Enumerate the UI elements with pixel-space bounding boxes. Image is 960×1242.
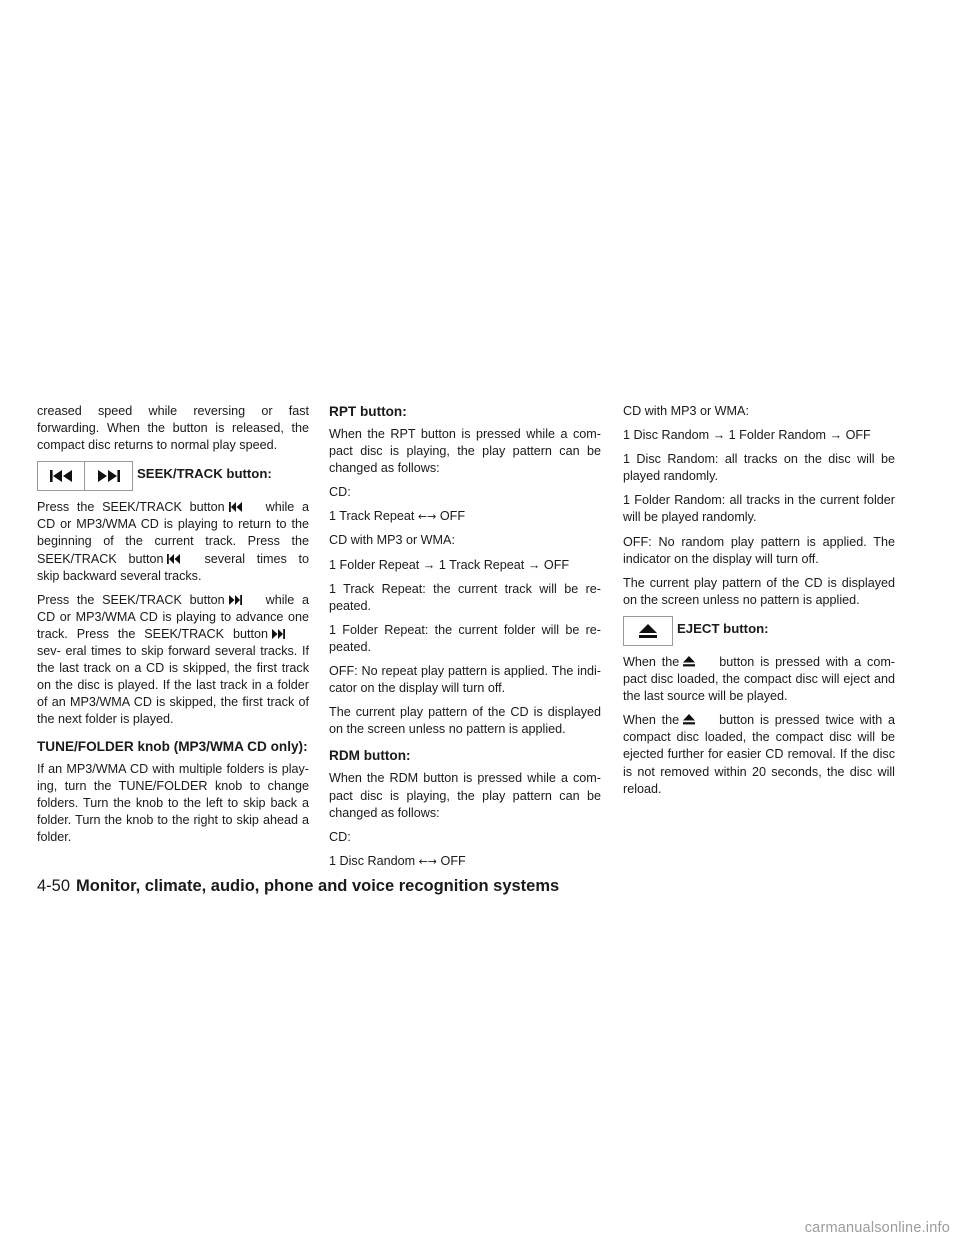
sequence-line: 1 Folder Repeat → 1 Track Repeat → OFF (329, 557, 570, 572)
seek-back-icon (49, 470, 73, 482)
text-run: while a CD or MP3/WMA CD is playing to return to the beginning of the current track. Press the SEEK/TRACK button (37, 500, 309, 566)
bidirectional-arrow-icon: ←→ (417, 510, 437, 524)
paragraph: OFF: No random play pattern is applied. The indicator on the display will turn off. (623, 534, 895, 566)
text-run: 1 Disc Random (329, 853, 416, 868)
paragraph (623, 654, 895, 705)
seek-back-icon (167, 554, 180, 564)
text-run: button is pressed twice with a compact disc loaded, the compact disc will be ejected further for easier CD removal. If the disc is not removed within 20 seconds, the disc will reload. (623, 713, 895, 796)
paragraph: 1 Disc Random: all tracks on the disc will be played randomly. (623, 452, 895, 484)
paragraph: creased speed while reversing or fast forwarding. When the button is released, the compact disc returns to normal play speed. (37, 404, 309, 453)
section-heading: RPT button: (329, 404, 407, 419)
seek-button-illustration (37, 461, 133, 491)
text-run: When the (623, 713, 680, 728)
eject-button-illustration (623, 616, 673, 646)
paragraph: CD: (329, 829, 351, 844)
text-run: sev- eral times to skip forward several tracks. If the last track on a CD is skipped, the first track on the disc is played. If the last track in a folder of an MP3/WMA CD is skipped, the first track of the next folder is played. (37, 644, 309, 727)
chapter-title: Monitor, climate, audio, phone and voice recognition systems (76, 877, 560, 895)
section-heading: TUNE/FOLDER knob (MP3/WMA CD only): (37, 738, 308, 754)
paragraph: When the RPT button is pressed while a com- pact disc is playing, the play pattern can be changed as follows: (329, 427, 601, 476)
seek-forward-icon (272, 629, 285, 639)
seek-forward-icon (97, 470, 121, 482)
column-2 (329, 403, 601, 877)
seek-forward-icon (229, 595, 242, 605)
text-run: OFF (439, 509, 466, 524)
eject-heading (623, 616, 895, 646)
bidirectional-arrow-icon: ←→ (418, 854, 438, 868)
paragraph: The current play pattern of the CD is displayed on the screen unless no pattern is applied. (623, 575, 895, 607)
paragraph: OFF: No repeat play pattern is applied. The indi- cator on the display will turn off. (329, 664, 601, 696)
page-number: 4-50 (37, 877, 71, 895)
section-heading: EJECT button: (677, 620, 769, 636)
seek-back-icon (229, 502, 242, 512)
text-run: Press the SEEK/TRACK button (37, 592, 225, 607)
eject-icon (683, 656, 695, 667)
text-run: several times to skip backward several tracks. (37, 551, 309, 583)
paragraph: CD: (329, 485, 351, 500)
text-run: 1 Track Repeat (329, 509, 415, 524)
seek-forward-button-illustration (85, 461, 133, 491)
paragraph: When the RDM button is pressed while a com- pact disc is playing, the play pattern can be changed as follows: (329, 771, 601, 820)
seek-back-button-illustration (37, 461, 85, 491)
eject-icon (639, 624, 657, 638)
paragraph: 1 Folder Repeat: the current folder will be re- peated. (329, 622, 601, 654)
column-3 (623, 403, 895, 805)
eject-icon (683, 714, 695, 725)
sequence-line (329, 508, 601, 525)
sequence-line (329, 853, 601, 870)
column-1 (37, 403, 309, 853)
paragraph: The current play pattern of the CD is displayed on the screen unless no pattern is applied. (329, 705, 601, 737)
text-run: while a CD or MP3/WMA CD is playing to advance one track. Press the SEEK/TRACK button (37, 592, 309, 641)
paragraph: CD with MP3 or WMA: (623, 404, 749, 418)
paragraph (37, 499, 309, 584)
page-footer (37, 877, 559, 896)
paragraph: 1 Folder Random: all tracks in the current folder will be played randomly. (623, 493, 895, 525)
text-run: When the (623, 654, 680, 669)
text-run: OFF (440, 853, 466, 868)
section-heading: RDM button: (329, 748, 411, 764)
section-heading: SEEK/TRACK button: (137, 466, 272, 482)
paragraph: 1 Track Repeat: the current track will be re- peated. (329, 581, 601, 613)
seek-track-heading (37, 461, 309, 491)
paragraph: CD with MP3 or WMA: (329, 533, 455, 548)
paragraph: If an MP3/WMA CD with multiple folders is play- ing, turn the TUNE/FOLDER knob to change folders. Turn the knob to the left to skip back a folder. Turn the knob to the right to skip ahead a folder. (37, 761, 309, 844)
text-run: Press the SEEK/TRACK button (37, 500, 225, 515)
text-run: button is pressed with a com- pact disc loaded, the compact disc will eject and the last source will be played. (623, 654, 896, 704)
paragraph (623, 712, 895, 797)
paragraph (37, 592, 309, 729)
sequence-line: 1 Disc Random → 1 Folder Random → OFF (623, 428, 871, 443)
watermark-link[interactable]: carmanualsonline.info (804, 1220, 950, 1236)
